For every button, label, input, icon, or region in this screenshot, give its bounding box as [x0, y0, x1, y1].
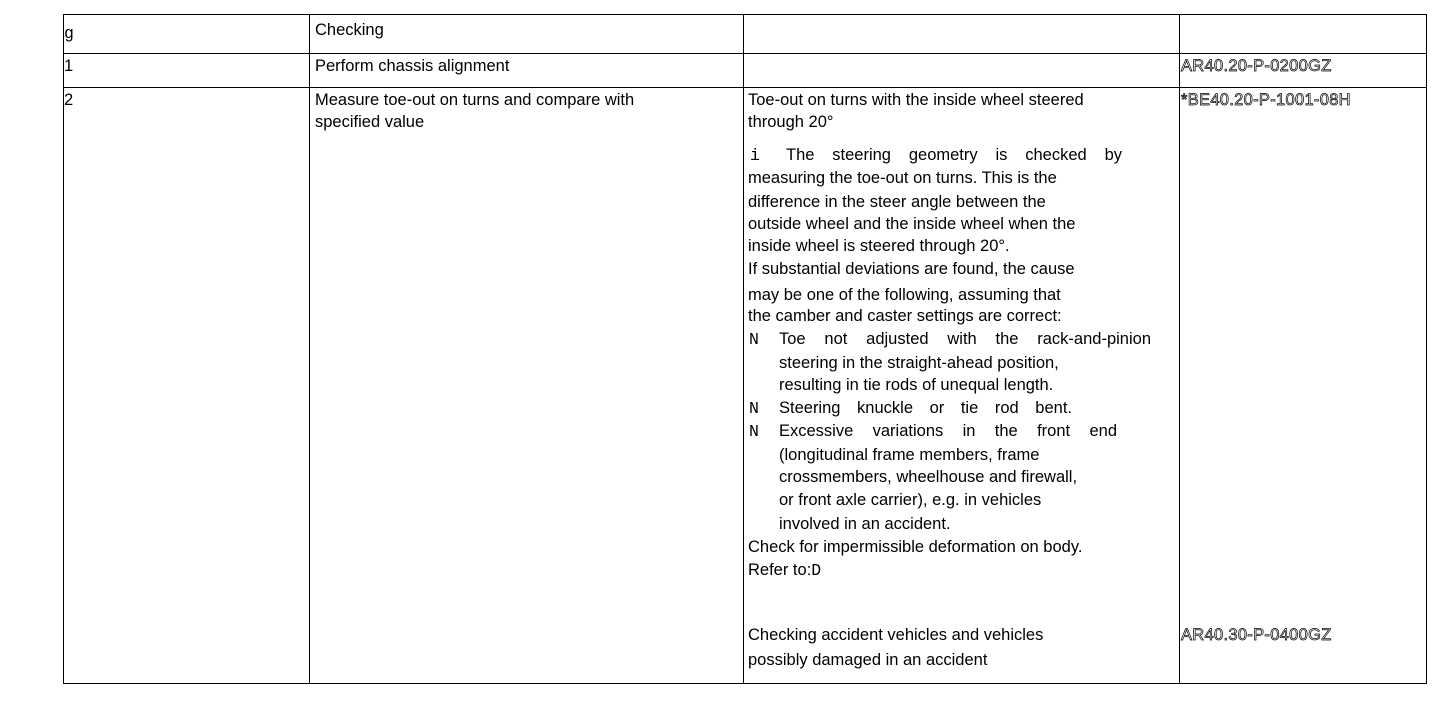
info-line-5: inside wheel is steered through 20°.: [748, 237, 1010, 255]
check-instruction: Check for impermissible deformation on body.: [748, 538, 1083, 556]
sub-item-line-2: possibly damaged in an accident: [748, 651, 988, 669]
bullet-1-line-2: steering in the straight-ahead position,: [779, 354, 1059, 372]
step-number-1: 1: [64, 57, 74, 75]
document-reference-icon: D: [811, 561, 822, 580]
step-symbol-header: g: [64, 24, 74, 43]
row-divider-step1: [64, 87, 1426, 88]
spec-row-2-line-2: through 20°: [748, 113, 834, 131]
reference-link-row-2[interactable]: *BE40.20-P-1001-08H: [1181, 91, 1351, 109]
info-icon: i: [750, 146, 760, 165]
info-line-6: If substantial deviations are found, the cause: [748, 260, 1075, 278]
reference-link-row-1[interactable]: AR40.20-P-0200GZ: [1181, 57, 1332, 75]
bullet-1-line-3: resulting in tie rods of unequal length.: [779, 376, 1054, 394]
bullet-3-line-5: involved in an accident.: [779, 515, 951, 533]
info-line-8: the camber and caster settings are correct:: [748, 307, 1062, 325]
bullet-3-line-1: Excessive variations in the front end: [779, 422, 1117, 440]
bullet-icon-1: N: [749, 330, 759, 349]
procedure-table: [63, 14, 1427, 684]
action-row-2-line-2: specified value: [315, 113, 425, 131]
info-line-2: measuring the toe-out on turns. This is the: [748, 169, 1057, 187]
refer-to-text: Refer to:: [748, 561, 812, 579]
spec-row-2-line-1: Toe-out on turns with the inside wheel steered: [748, 91, 1084, 109]
sub-item-line-1: Checking accident vehicles and vehicles: [748, 626, 1044, 644]
refer-to-label: [748, 559, 821, 582]
info-line-1: The steering geometry is checked by: [786, 146, 1122, 164]
bullet-icon-2: N: [749, 399, 759, 418]
bullet-1-line-1: Toe not adjusted with the rack-and-pinion: [779, 330, 1151, 348]
bullet-3-line-2: (longitudinal frame members, frame: [779, 446, 1040, 464]
bullet-2-line-1: Steering knuckle or tie rod bent.: [779, 399, 1072, 417]
reference-link-sub-item[interactable]: AR40.30-P-0400GZ: [1181, 626, 1332, 644]
info-line-4: outside wheel and the inside wheel when the: [748, 215, 1076, 233]
column-divider-step: [309, 15, 310, 683]
action-row-1: Perform chassis alignment: [315, 57, 510, 75]
bullet-3-line-4: or front axle carrier), e.g. in vehicles: [779, 491, 1042, 509]
column-divider-spec: [1179, 15, 1180, 683]
bullet-icon-3: N: [749, 422, 759, 441]
info-line-3: difference in the steer angle between the: [748, 193, 1046, 211]
section-title: Checking: [315, 21, 384, 39]
bullet-3-line-3: crossmembers, wheelhouse and firewall,: [779, 468, 1078, 486]
action-row-2-line-1: Measure toe-out on turns and compare with: [315, 91, 635, 109]
column-divider-action: [743, 15, 744, 683]
info-line-7: may be one of the following, assuming that: [748, 286, 1061, 304]
step-number-2: 2: [64, 91, 74, 109]
row-divider-header: [64, 53, 1426, 54]
